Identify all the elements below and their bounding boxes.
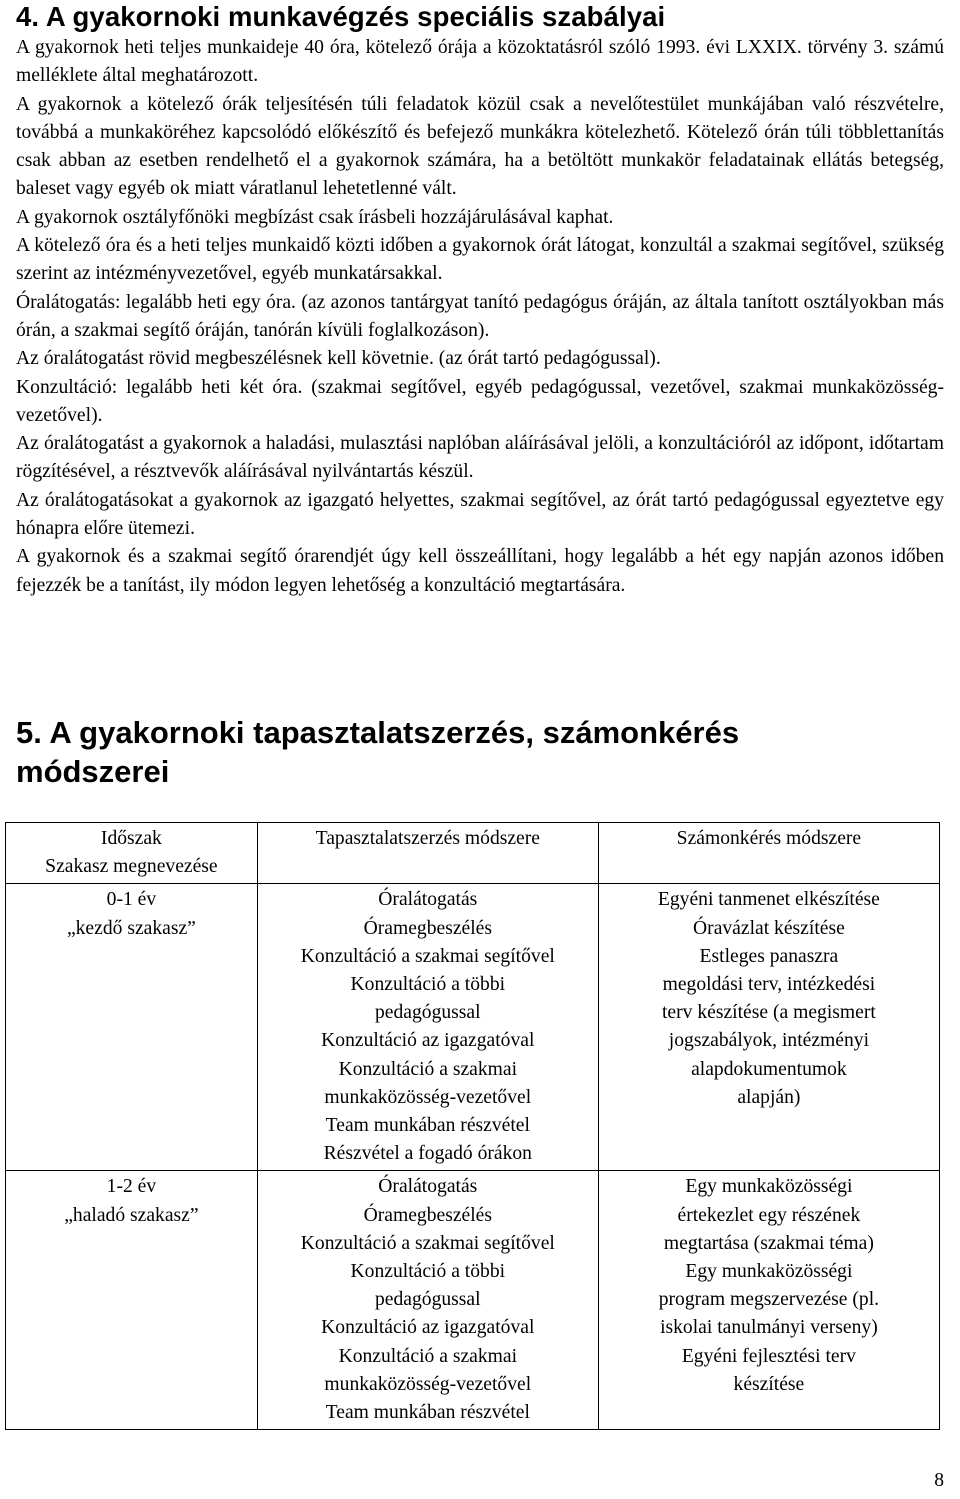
paragraph: A gyakornok a kötelező órák teljesítésén túli feladatok közül csak a nevelőtestület munkájában való részvételre, továbbá a munkaköréhez kapcsolódó előkészítő és befejező munkákra kötelezhető. Kötelező órán túli többlettanítás csak abban az esetben rendelhető el a gyakornok számára, ha a betöltött munkakör feladatainak ellátás betegség, baleset vagy egyéb ok miatt váratlanul lehetetlenné vált. [16, 93, 944, 200]
cell-line: Szakasz megnevezése [45, 856, 218, 878]
paragraph: Az óralátogatásokat a gyakornok az igazgató helyettes, szakmai segítővel, az órát tartó pedagógussal egyeztetve egy hónapra előre ütemezi. [16, 489, 944, 540]
row-methods [257, 884, 598, 1171]
cell-line: Egyéni fejlesztési terv [681, 1345, 856, 1367]
row-period [6, 884, 258, 1171]
cell-line: munkaközösség-vezetővel [324, 1086, 532, 1108]
table-row [6, 884, 940, 1171]
cell-line: értekezlet egy részének [677, 1204, 861, 1226]
cell-line: jogszabályok, intézményi [668, 1030, 870, 1052]
cell-line: Egyéni tanmenet elkészítése [657, 889, 880, 911]
cell-line: iskolai tanulmányi verseny) [660, 1317, 878, 1339]
cell-line: alapdokumentumok [691, 1058, 847, 1080]
cell-line: megoldási terv, intézkedési [662, 974, 876, 996]
cell-line: Egy munkaközösségi [685, 1176, 853, 1198]
cell-line: program megszervezése (pl. [658, 1289, 880, 1311]
cell-line: Konzultáció az igazgatóval [321, 1317, 535, 1339]
cell-line: Konzultáció a többi [350, 974, 506, 996]
cell-line: Óramegbeszélés [363, 1204, 492, 1226]
cell-line: alapján) [737, 1086, 801, 1108]
cell-line: Team munkában részvétel [325, 1115, 530, 1137]
row-assessment [598, 884, 939, 1171]
paragraph: A gyakornok heti teljes munkaideje 40 óra, kötelező órája a közoktatásról szóló 1993. évi LXXIX. törvény 3. számú melléklete által meghatározott. [16, 37, 944, 87]
header-assessment [598, 823, 939, 884]
cell-line: Óramegbeszélés [363, 917, 492, 939]
cell-line: Részvétel a fogadó órákon [323, 1143, 532, 1165]
page-number: 8 [934, 1470, 944, 1491]
cell-line: terv készítése (a megismert [661, 1002, 876, 1024]
table-header-row [6, 823, 940, 884]
header-methods [257, 823, 598, 884]
paragraph: A kötelező óra és a heti teljes munkaidő közti időben a gyakornok órát látogat, konzultál a szakmai segítővel, szükség szerint az intézményvezetővel, egyéb munkatársakkal. [16, 235, 944, 285]
cell-line: Számonkérés módszere [676, 828, 862, 849]
cell-line: Óravázlat készítése [693, 917, 845, 939]
paragraph: Az óralátogatást rövid megbeszélésnek kell követnie. (az órát tartó pedagógussal). [16, 348, 661, 370]
cell-line: Konzultáció az igazgatóval [321, 1030, 535, 1052]
row-assessment [598, 1171, 939, 1430]
document-page [16, 0, 944, 789]
cell-line: Team munkában részvétel [325, 1402, 530, 1424]
cell-line: Konzultáció a szakmai segítővel [300, 1232, 555, 1254]
section-4-body [16, 34, 944, 600]
cell-line: Tapasztalatszerzés módszere [315, 828, 540, 849]
row-methods [257, 1171, 598, 1430]
cell-line: „kezdő szakasz” [66, 917, 196, 939]
cell-line: Időszak [100, 828, 162, 849]
paragraph: Konzultáció: legalább heti két óra. (szakmai segítővel, egyéb pedagógussal, vezetővel, szakmai munkaközösség-vezetővel). [16, 376, 944, 426]
cell-line: készítése [733, 1373, 805, 1395]
section-5-heading: 5. A gyakornoki tapasztalatszerzés, számonkérés módszerei [16, 715, 740, 789]
cell-line: pedagógussal [375, 1002, 481, 1024]
cell-line: „haladó szakasz” [64, 1204, 199, 1226]
header-period [6, 823, 258, 884]
paragraph: A gyakornok osztályfőnöki megbízást csak írásbeli hozzájárulásával kaphat. [16, 206, 614, 228]
cell-line: Konzultáció a szakmai segítővel [300, 945, 555, 967]
cell-line: Konzultáció a szakmai [338, 1345, 518, 1367]
row-period [6, 1171, 258, 1430]
table-row [6, 1171, 940, 1430]
cell-line: megtartása (szakmai téma) [663, 1232, 874, 1254]
cell-line: Óralátogatás [378, 889, 478, 911]
cell-line: Konzultáció a szakmai [338, 1058, 518, 1080]
cell-line: pedagógussal [375, 1289, 481, 1311]
cell-line: 0-1 év [106, 889, 157, 911]
paragraph: A gyakornok és a szakmai segítő órarendjét úgy kell összeállítani, hogy legalább a hét egy napján azonos időben fejezzék be a tanítást, ily módon legyen lehetőség a konzultáció megtartására. [16, 546, 944, 596]
cell-line: 1-2 év [106, 1176, 157, 1198]
cell-line: munkaközösség-vezetővel [324, 1373, 532, 1395]
cell-line: Óralátogatás [378, 1176, 478, 1198]
cell-line: Egy munkaközösségi [685, 1261, 853, 1283]
section-4-heading: 4. A gyakornoki munkavégzés speciális szabályai [16, 1, 666, 32]
cell-line: Estleges panaszra [699, 945, 839, 967]
cell-line: Konzultáció a többi [350, 1261, 506, 1283]
paragraph: Az óralátogatást a gyakornok a haladási, mulasztási naplóban aláírásával jelöli, a konzultációról az időpont, időtartam rögzítésével, a résztvevők aláírásával nyilvántartás készül. [16, 433, 944, 483]
paragraph: Óralátogatás: legalább heti egy óra. (az azonos tantárgyat tanító pedagógus óráján, az általa tanított osztályokban más órán, a szakmai segítő óráján, tanórán kívüli foglalkozáson). [16, 291, 944, 341]
methods-table [5, 822, 940, 1430]
